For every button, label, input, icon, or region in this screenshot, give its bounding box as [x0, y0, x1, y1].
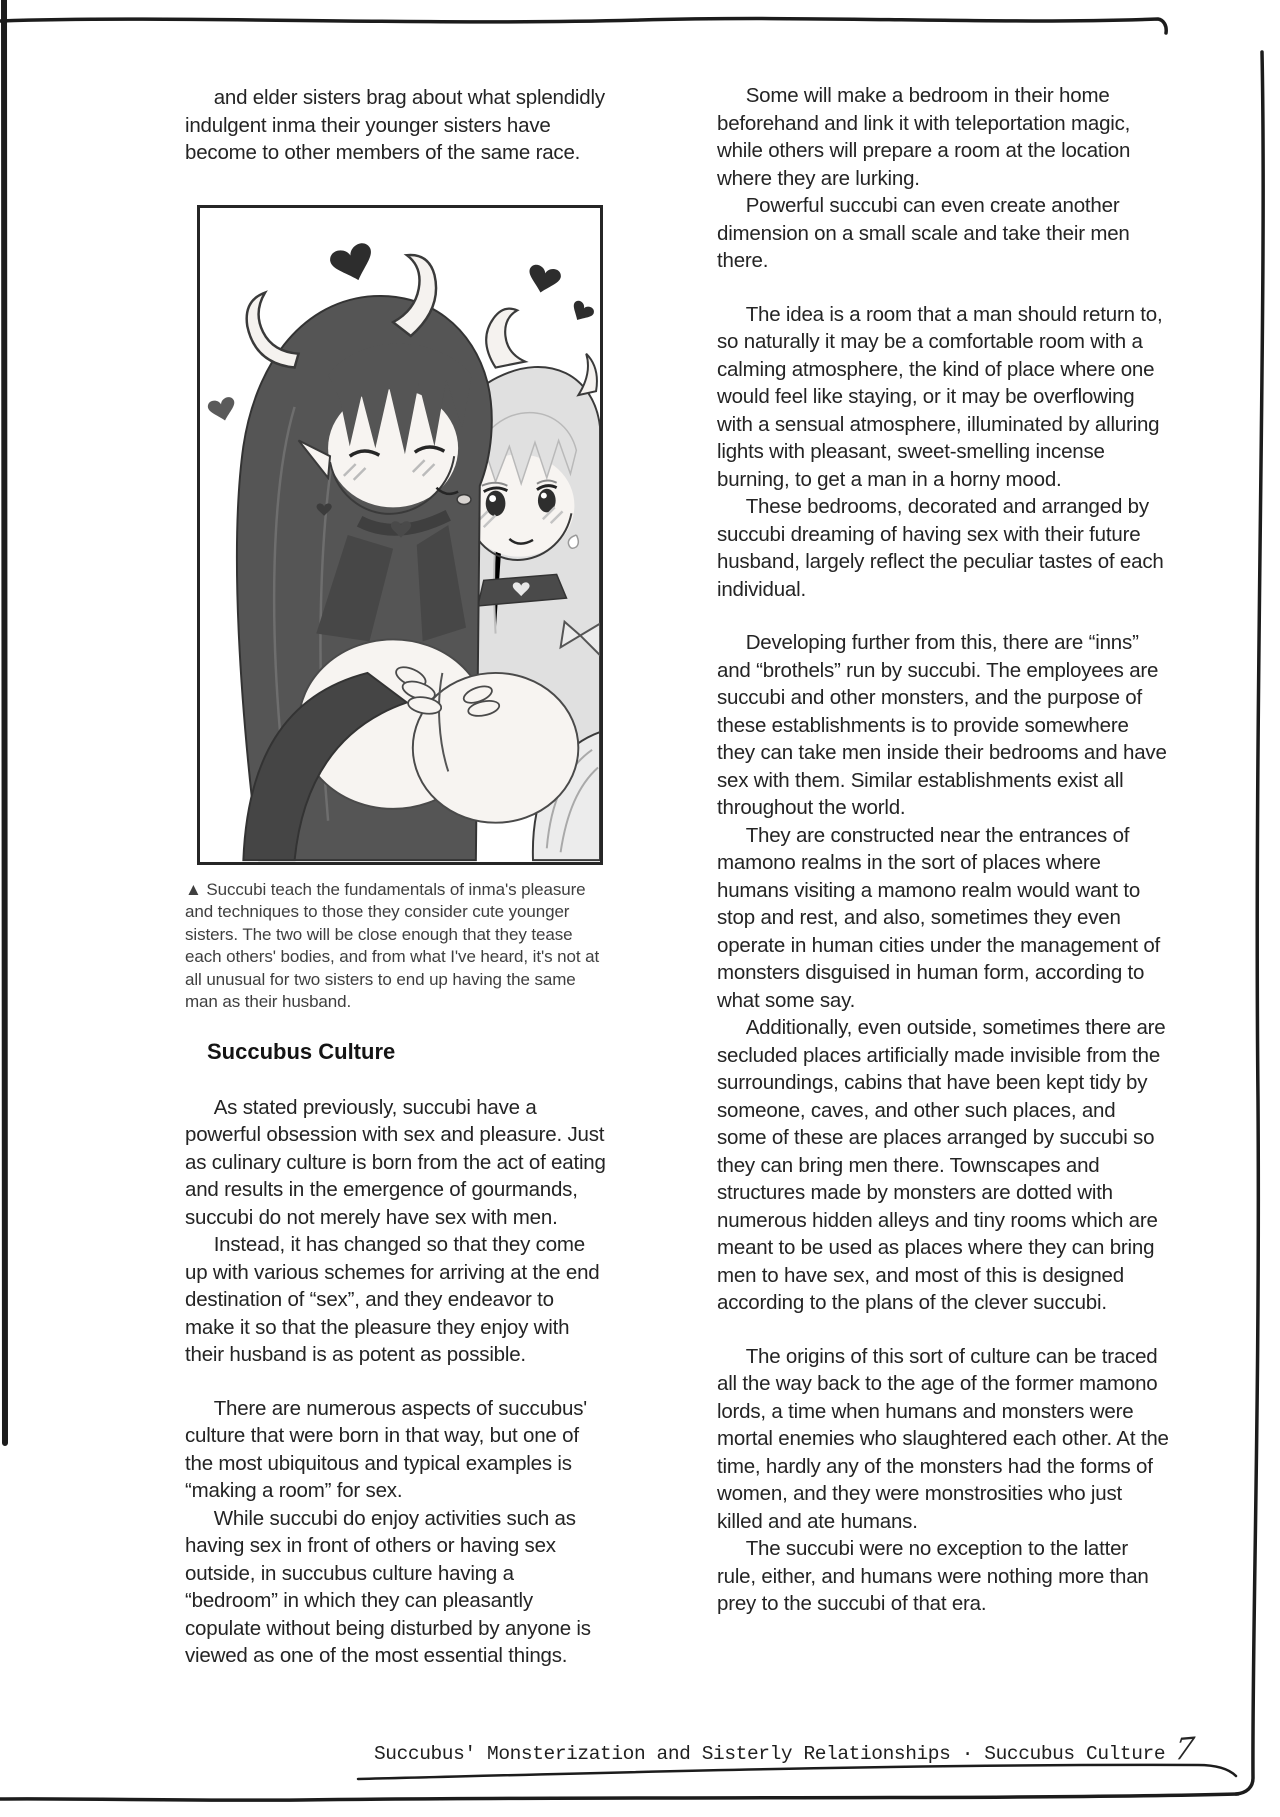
page-number: 7 — [1172, 1731, 1197, 1768]
body-paragraph: Some will make a bedroom in their home beforehand and link it with teleportation magic, while others will prepare a room at the location where they are lurking. — [717, 84, 1131, 190]
body-paragraph: While succubi do enjoy activities such as having sex in front of others or having sex outside, in succubus culture having a “bedroom” in which they can pleasantly copulate without being disturbed by anyone is viewed as one of the most essential things. — [185, 1506, 591, 1667]
body-paragraph: There are numerous aspects of succubus' culture that were born in that way, but one of the most ubiquitous and typical examples is “making a room” for sex. — [185, 1396, 587, 1502]
succubus-illustration — [200, 208, 600, 862]
footer-underline — [358, 1765, 1236, 1779]
tongue — [457, 494, 471, 504]
figure-caption: ▲ Succubi teach the fundamentals of inma's pleasure and techniques to those they consider cute younger sisters. The two will be close enough that they tease each others' bodies, and from what I've heard, it's not at all unusual for two sisters to end up having the same man as their husband. — [185, 879, 600, 1011]
eye-icon — [486, 490, 506, 516]
left-column — [185, 84, 606, 1670]
body-paragraph: The idea is a room that a man should return to, so naturally it may be a comfortable room with a calming atmosphere, the kind of place where one would feel like staying, or it may be overflowing with a sensual atmosphere, illuminated by alluring lights with pleasant, sweet-smelling incense burning, to get a man in a horny mood. — [717, 302, 1163, 491]
right-column — [717, 82, 1169, 1618]
body-paragraph: Instead, it has changed so that they come up with various schemes for arriving at the end destination of “sex”, and they endeavor to make it so that the pleasure they enjoy with their husband is as potent as possible. — [185, 1233, 600, 1366]
page-footer — [374, 1731, 1197, 1768]
body-paragraph: Powerful succubi can even create another dimension on a small scale and take their men there. — [717, 194, 1130, 272]
border-left — [4, 0, 5, 1443]
intro-paragraph: and elder sisters brag about what splendidly indulgent inma their younger sisters have become to other members of the same race. — [185, 86, 605, 164]
body-paragraph: Developing further from this, there are “inns” and “brothels” run by succubi. The employees are succubi and other monsters, and the purpose of these establishments is to provide somewhere they can take men inside their bedrooms and have sex with them. Similar establishments exist all throughout the world. — [717, 631, 1167, 819]
body-paragraph: They are constructed near the entrances of mamono realms in the sort of places where humans visiting a mamono realm would want to stop and rest, and also, sometimes they even operate in human cities under the management of monsters disguised in human form, according to what some say. — [717, 823, 1161, 1012]
body-paragraph: These bedrooms, decorated and arranged by succubi dreaming of having sex with their future husband, largely reflect the peculiar tastes of each individual. — [717, 495, 1164, 601]
body-paragraph: As stated previously, succubi have a powerful obsession with sex and pleasure. Just as culinary culture is born from the act of eating and results in the emergence of gourmands, succubi do not merely have sex with men. — [185, 1095, 606, 1229]
illustration-figure — [197, 205, 603, 865]
border-bottom — [0, 1794, 1238, 1800]
border-right — [1236, 52, 1263, 1794]
section-heading: Succubus Culture — [207, 1038, 396, 1064]
body-paragraph: Additionally, even outside, sometimes there are secluded places artificially made invisible from the surroundings, cabins that have been kept tidy by someone, caves, and other such places, and some of these are places arranged by succubi so they can bring men there. Townscapes and structures made by monsters are dotted with numerous hidden alleys and tiny rooms which are meant to be used as places where they can bring men to have sex, and most of this is designed according to the plans of the clever succubi. — [717, 1016, 1166, 1314]
body-paragraph: The succubi were no exception to the latter rule, either, and humans were nothing more than prey to the succubi of that era. — [717, 1537, 1149, 1615]
body-paragraph: The origins of this sort of culture can be traced all the way back to the age of the former mamono lords, a time when humans and monsters were mortal enemies who slaughtered each other. At the time, hardly any of the monsters had the forms of women, and they were monstrosities who just killed and ate humans. — [717, 1344, 1169, 1533]
border-top — [0, 19, 1166, 33]
footer-title: Succubus' Monsterization and Sisterly Relationships · Succubus Culture — [374, 1743, 1166, 1765]
